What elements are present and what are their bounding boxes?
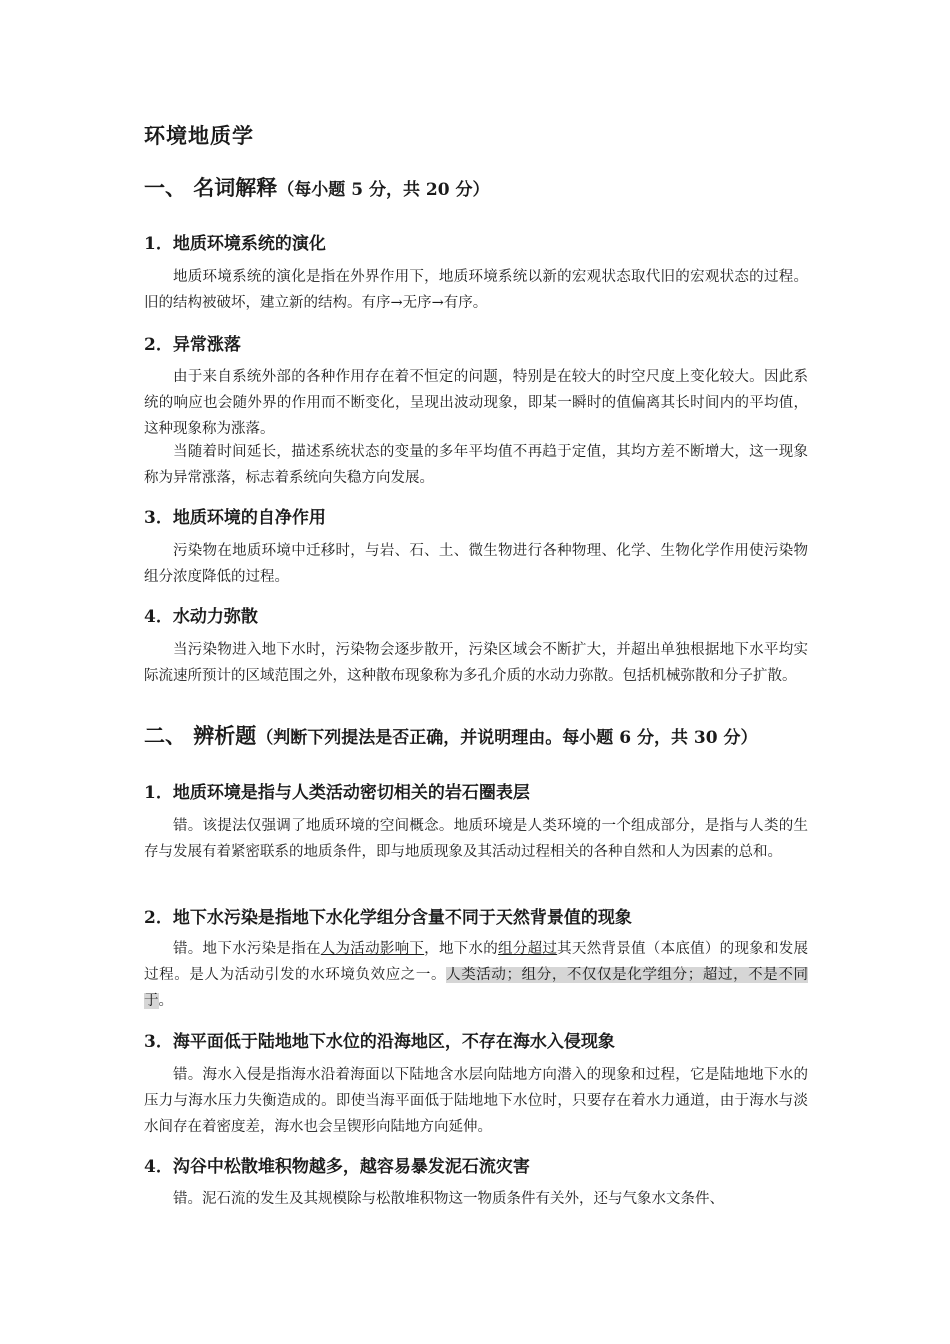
section-2-title: 二、 辨析题 bbox=[144, 723, 257, 748]
term-4-paragraph: 当污染物进入地下水时，污染物会逐步散开，污染区域会不断扩大，并超出单独根据地下水平均实际流速所预计的区域范围之外，这种散布现象称为多孔介质的水动力弥散。包括机械弥散和分子扩散。 bbox=[144, 642, 808, 684]
document-title: 环境地质学 bbox=[144, 123, 254, 148]
answer-2-text-3: 其天然背景值（本底值）的现象和发展过程。是人为活动引发的水环境负效应之一。 bbox=[144, 941, 809, 983]
question-4-title: 4．沟谷中松散堆积物越多，越容易暴发泥石流灾害 bbox=[144, 1157, 530, 1177]
section-2-heading bbox=[144, 720, 757, 750]
answer-2-highlight: 人类活动；组分，不仅仅是化学组分；超过，不是不同于 bbox=[144, 967, 808, 1009]
section-1-heading bbox=[144, 172, 489, 202]
question-1-title: 1．地质环境是指与人类活动密切相关的岩石圈表层 bbox=[144, 783, 530, 803]
question-3-title: 3．海平面低于陆地地下水位的沿海地区，不存在海水入侵现象 bbox=[144, 1032, 615, 1052]
term-3-title: 3．地质环境的自净作用 bbox=[144, 508, 326, 528]
question-2-title: 2．地下水污染是指地下水化学组分含量不同于天然背景值的现象 bbox=[144, 908, 632, 928]
answer-2-text-1: 错。地下水污染是指在 bbox=[173, 941, 321, 957]
answer-2-text-4: 。 bbox=[158, 993, 173, 1009]
term-2-paragraph-2: 当随着时间延长，描述系统状态的变量的多年平均值不再趋于定值，其均方差不断增大，这一现象称为异常涨落，标志着系统向失稳方向发展。 bbox=[144, 444, 808, 486]
section-1-note: （每小题 5 分，共 20 分） bbox=[277, 180, 490, 200]
term-1-paragraph: 地质环境系统的演化是指在外界作用下，地质环境系统以新的宏观状态取代旧的宏观状态的过程。旧的结构被破坏，建立新的结构。有序→无序→有序。 bbox=[144, 269, 808, 311]
answer-2-underline-2: 组分超过 bbox=[498, 941, 558, 957]
term-1-title: 1．地质环境系统的演化 bbox=[144, 234, 326, 254]
term-4-title: 4．水动力弥散 bbox=[144, 607, 258, 627]
question-3-answer: 错。海水入侵是指海水沿着海面以下陆地含水层向陆地方向潜入的现象和过程，它是陆地地下水的压力与海水压力失衡造成的。即使当海平面低于陆地地下水位时，只要存在着水力通道，由于海水与淡水间存在着密度差，海水也会呈锲形向陆地方向延伸。 bbox=[144, 1067, 808, 1135]
answer-2-text-2: ，地下水的 bbox=[424, 941, 499, 957]
question-1-answer: 错。该提法仅强调了地质环境的空间概念。地质环境是人类环境的一个组成部分，是指与人类的生存与发展有着紧密联系的地质条件，即与地质现象及其活动过程相关的各种自然和人为因素的总和。 bbox=[144, 818, 808, 860]
answer-2-underline-1: 人为活动影响下 bbox=[320, 941, 425, 957]
section-2-note: （判断下列提法是否正确，并说明理由。每小题 6 分，共 30 分） bbox=[256, 728, 758, 748]
term-2-paragraph-1: 由于来自系统外部的各种作用存在着不恒定的问题，特别是在较大的时空尺度上变化较大。因此系统的响应也会随外界的作用而不断变化，呈现出波动现象，即某一瞬时的值偏离其长时间内的平均值，这种现象称为涨落。 bbox=[144, 369, 808, 437]
section-1-title: 一、 名词解释 bbox=[144, 175, 278, 200]
term-2-title: 2．异常涨落 bbox=[144, 335, 241, 355]
question-4-answer: 错。泥石流的发生及其规模除与松散堆积物这一物质条件有关外，还与气象水文条件、 bbox=[173, 1191, 724, 1207]
term-3-paragraph: 污染物在地质环境中迁移时，与岩、石、土、微生物进行各种物理、化学、生物化学作用使污染物组分浓度降低的过程。 bbox=[144, 543, 808, 585]
question-2-answer bbox=[144, 936, 808, 1014]
